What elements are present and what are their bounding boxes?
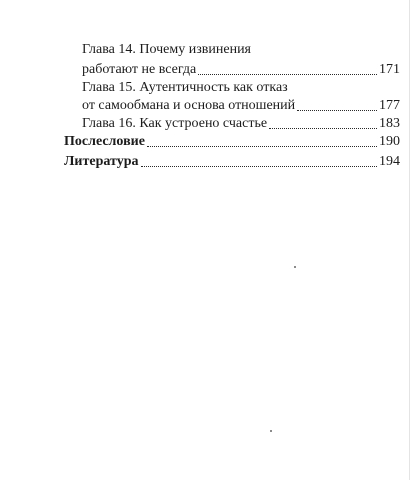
toc-entry-page-number: 194 xyxy=(379,154,400,169)
toc-entry-page-number: 183 xyxy=(379,116,400,131)
toc-entry-chapter-14-line-2[interactable] xyxy=(82,62,400,78)
toc-entry-title: от самообмана и основа отношений xyxy=(82,98,296,113)
toc-entry-title: Глава 14. Почему извинения xyxy=(82,42,251,57)
toc-entry-title: Глава 16. Как устроено счастье xyxy=(82,116,268,131)
dot-leader xyxy=(198,74,377,75)
toc-entry-chapter-16[interactable] xyxy=(82,116,400,132)
toc-entry-title: работают не всегда xyxy=(82,62,197,77)
toc-entry-page-number: 177 xyxy=(379,98,400,113)
toc-entry-title: Глава 15. Аутентичность как отказ xyxy=(82,80,288,95)
toc-entry-page-number: 190 xyxy=(379,134,400,149)
toc-entry-title: Послесловие xyxy=(64,134,145,149)
dot-leader xyxy=(269,128,377,129)
dot-leader xyxy=(141,166,378,167)
toc-entry-afterword[interactable] xyxy=(64,134,400,150)
dot-leader xyxy=(297,110,377,111)
toc-entry-chapter-15-line-1 xyxy=(82,80,400,96)
dot-leader xyxy=(147,146,377,147)
toc-entry-chapter-15-line-2[interactable] xyxy=(82,98,400,114)
paper-speck xyxy=(294,266,296,268)
paper-speck xyxy=(270,430,272,432)
toc-entry-title: Литература xyxy=(64,154,139,169)
toc-entry-literature[interactable] xyxy=(64,154,400,170)
toc-entry-page-number: 171 xyxy=(379,62,400,77)
toc-entry-chapter-14-line-1 xyxy=(82,42,400,58)
